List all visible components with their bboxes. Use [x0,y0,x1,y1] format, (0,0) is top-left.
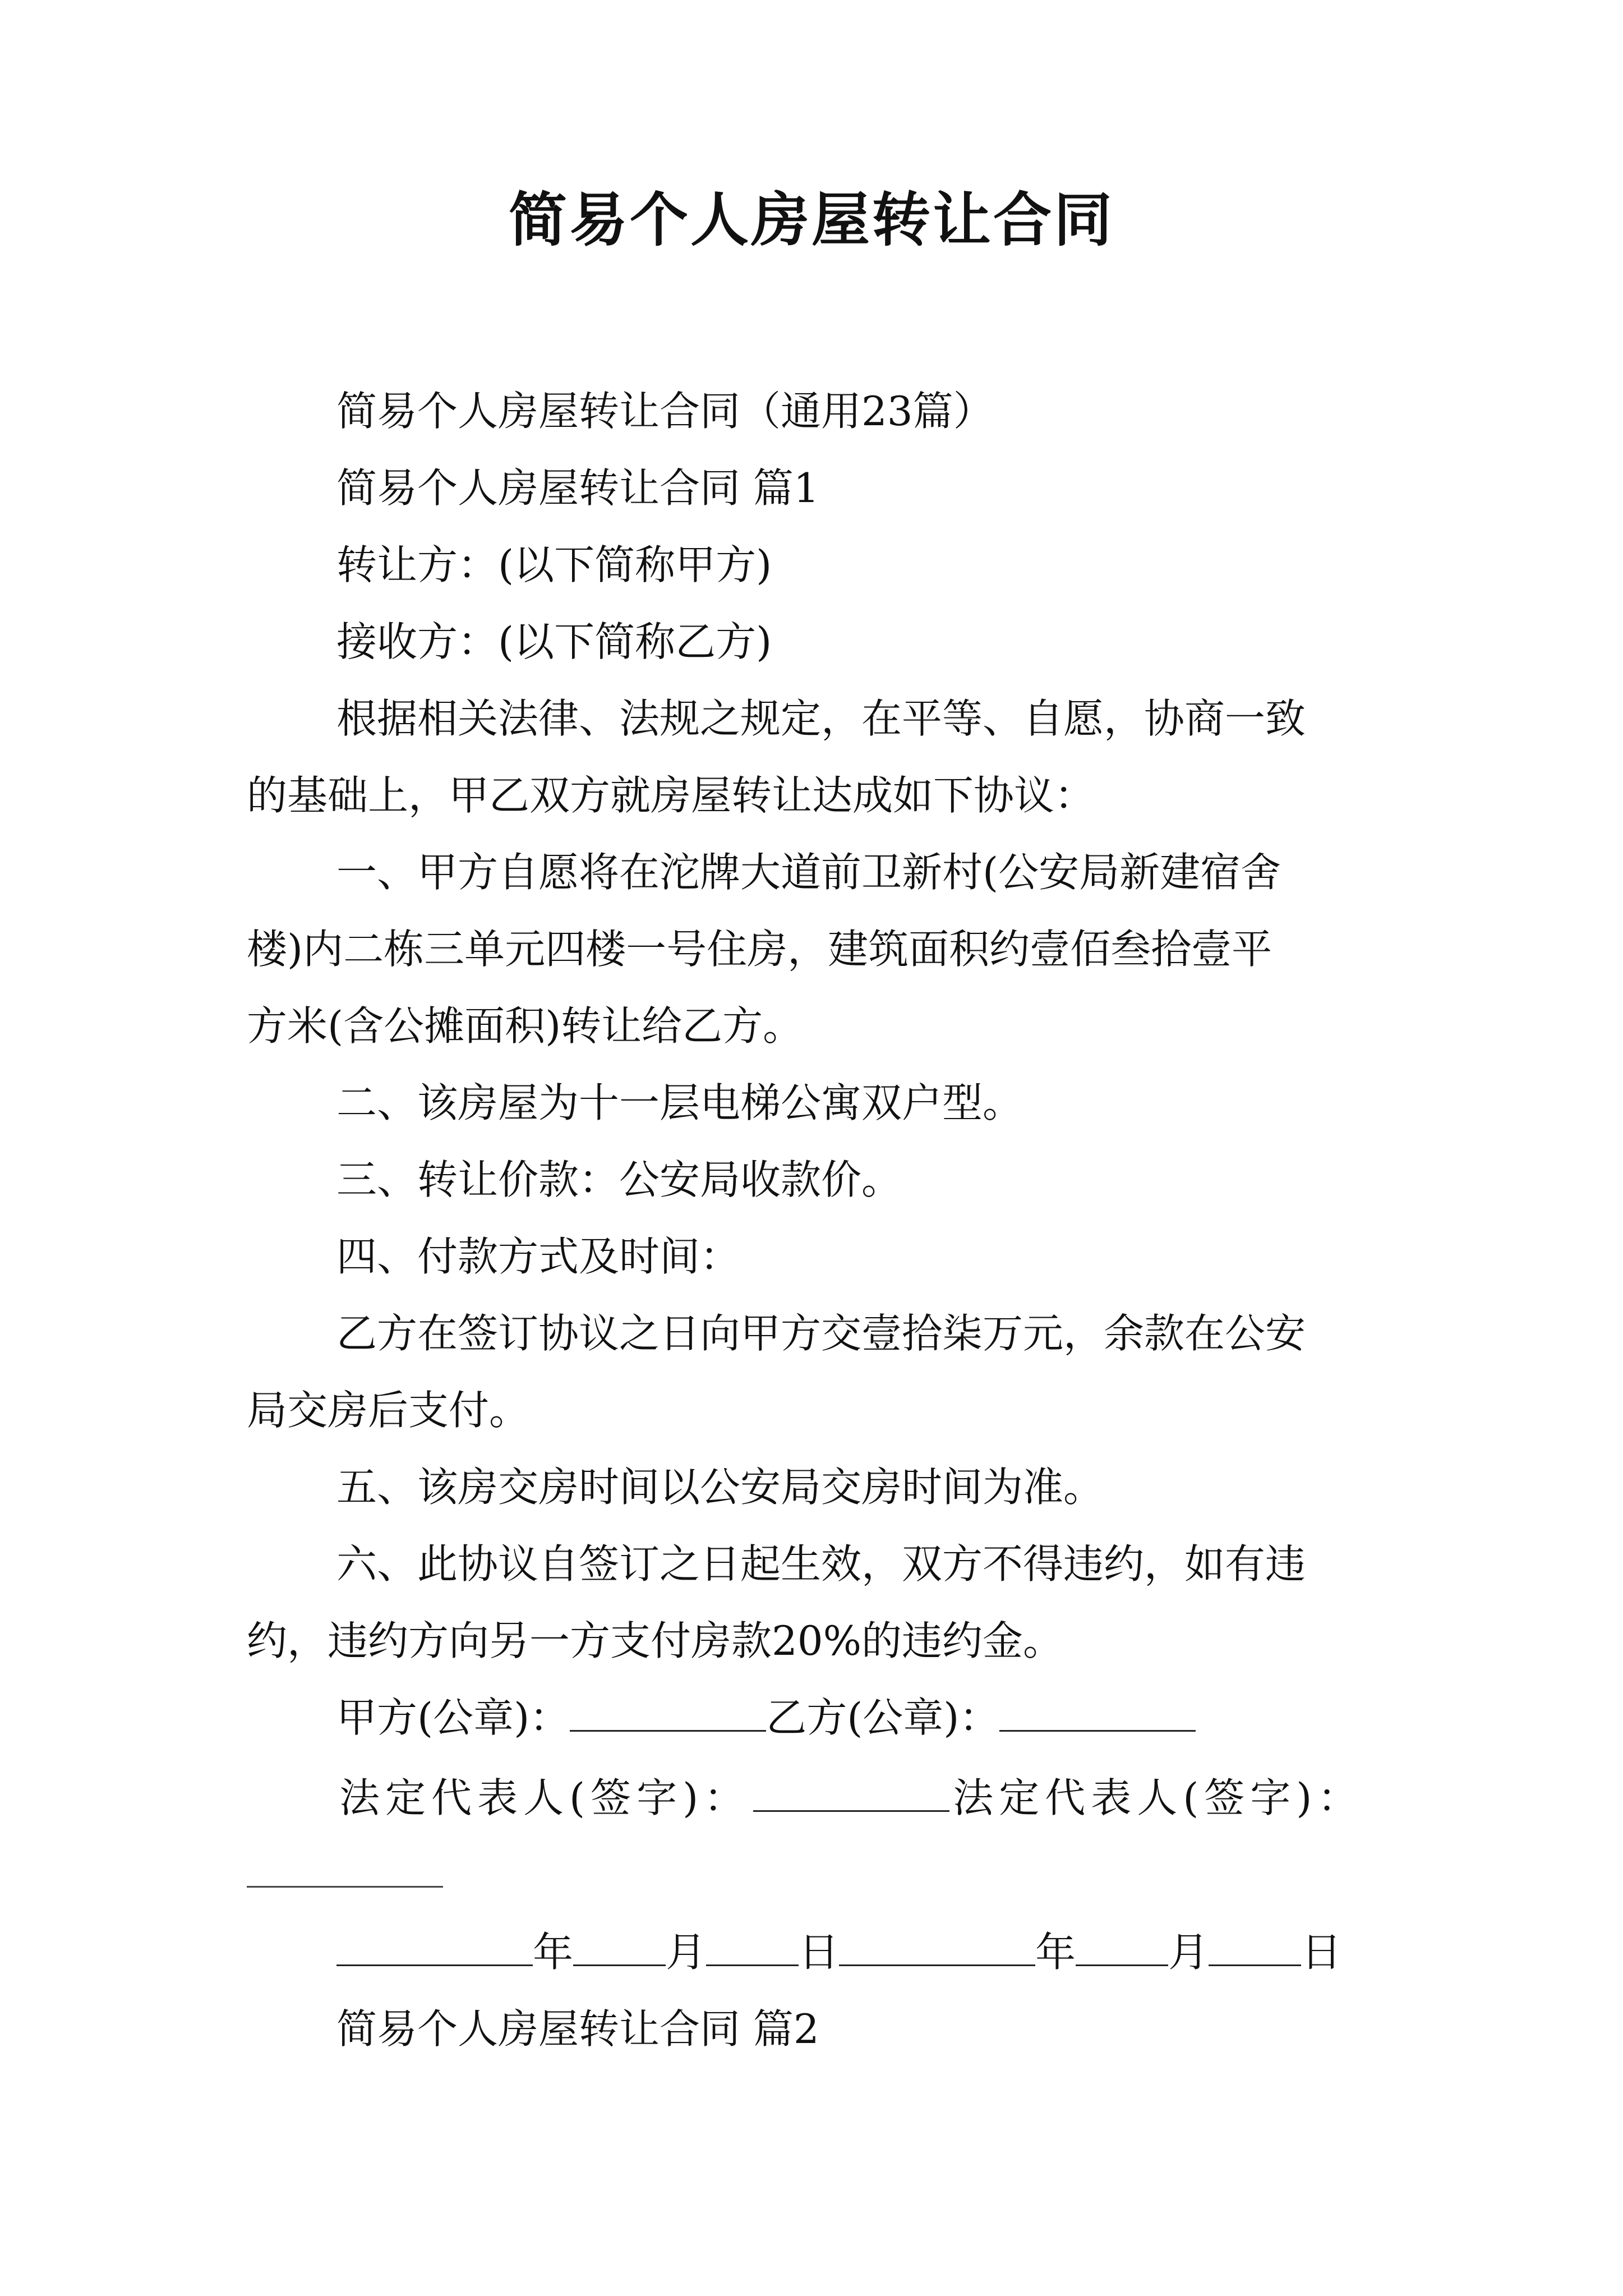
part1-heading: 简易个人房屋转让合同 篇1 [336,464,819,512]
clause-3: 三、转让价款：公安局收款价。 [336,1156,902,1203]
clause-1-line-2: 楼)内二栋三单元四楼一号住房，建筑面积约壹佰叁拾壹平 [247,926,1272,973]
day-label-b: 日 [1301,1929,1342,1976]
transferor-line: 转让方：(以下简称甲方) [336,541,772,588]
month-label-a: 月 [666,1929,707,1976]
party-a-legal-rep-label: 法定代表人(签字)： [339,1774,750,1821]
seal-line [336,1692,1623,1743]
day-label-a: 日 [799,1929,840,1976]
date-row [336,1927,1341,1977]
party-b-seal-label: 乙方(公章)： [766,1694,1000,1741]
clause-6-line-2: 约，违约方向另一方支付房款20%的违约金。 [247,1617,1064,1664]
month-label-b: 月 [1168,1929,1209,1976]
intro-line-1: 根据相关法律、法规之规定，在平等、自愿，协商一致 [336,695,1306,742]
transferee-line: 接收方：(以下简称乙方) [336,618,772,665]
clause-4: 四、付款方式及时间： [336,1233,741,1280]
subtitle: 简易个人房屋转让合同（通用23篇） [336,388,994,435]
party-a-seal-label: 甲方(公章)： [336,1694,570,1741]
party-b-legal-rep-label: 法定代表人(签字)： [953,1774,1364,1821]
year-label-a: 年 [533,1929,574,1976]
clause-1-line-1: 一、甲方自愿将在沱牌大道前卫新村(公安局新建宿舍 [336,849,1281,896]
party-a-year-blank [336,1927,533,1966]
party-b-year-blank [839,1927,1035,1966]
clause-6-line-1: 六、此协议自签订之日起生效，双方不得违约，如有违 [336,1540,1306,1588]
legal-rep-line [339,1773,1623,1823]
clause-5: 五、该房交房时间以公安局交房时间为准。 [336,1464,1104,1511]
party-a-legal-rep-blank [753,1773,949,1812]
payment-line-1: 乙方在签订协议之日向甲方交壹拾柒万元，余款在公安 [336,1310,1306,1357]
party-a-seal-blank [570,1693,766,1732]
party-b-legal-rep-blank [247,1886,443,1888]
year-label-b: 年 [1035,1929,1076,1976]
intro-line-2: 的基础上，甲乙双方就房屋转让达成如下协议： [247,772,1095,819]
document-title: 简易个人房屋转让合同 [508,185,1114,254]
clause-1-line-3: 方米(含公摊面积)转让给乙方。 [247,1002,804,1050]
clause-2: 二、该房屋为十一层电梯公寓双户型。 [336,1079,1023,1126]
party-a-day-blank [706,1927,799,1966]
payment-line-2: 局交房后支付。 [247,1387,530,1434]
part2-heading: 简易个人房屋转让合同 篇2 [336,2005,819,2053]
party-b-seal-blank [999,1693,1196,1732]
party-b-month-blank [1076,1927,1168,1966]
party-a-month-blank [573,1927,666,1966]
party-b-day-blank [1209,1927,1301,1966]
